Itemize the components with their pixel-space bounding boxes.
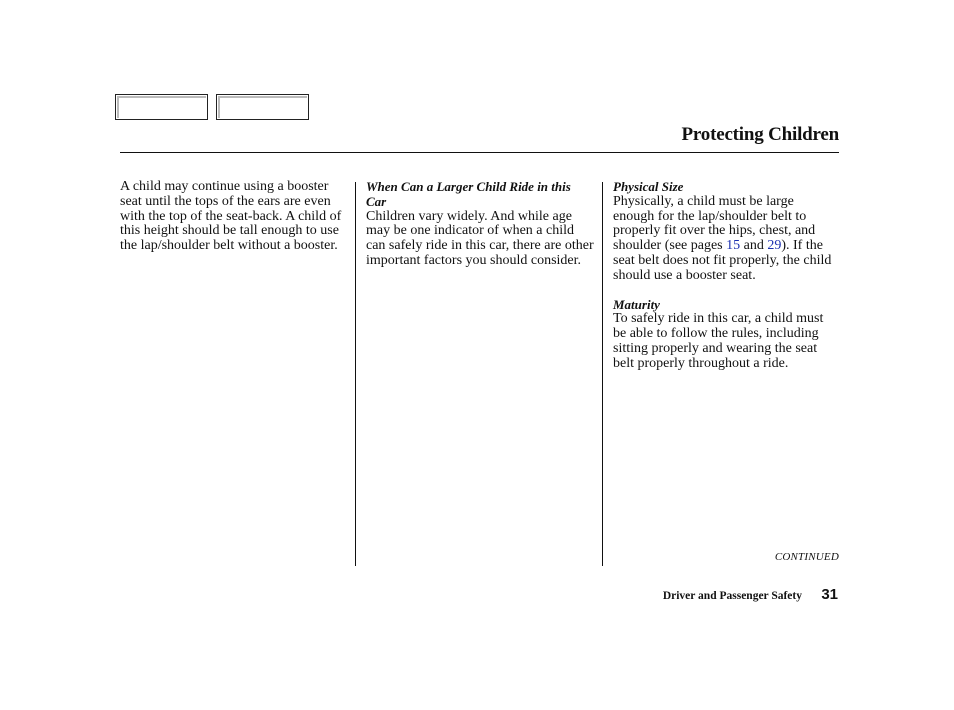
previous-page-button[interactable]: [115, 94, 208, 120]
larger-child-heading: When Can a Larger Child Ride in this Car: [366, 179, 571, 209]
column-3: [613, 180, 837, 372]
page-title: Protecting Children: [681, 124, 839, 145]
maturity-heading: Maturity: [613, 296, 660, 312]
footer-section-title: Driver and Passenger Safety: [662, 590, 802, 602]
column-divider-2: [602, 182, 603, 566]
title-divider: [120, 152, 839, 153]
physical-size-body: [613, 195, 837, 284]
column-1: [120, 180, 348, 254]
column-divider-1: [355, 182, 356, 566]
maturity-body: To safely ride in this car, a child must be able to follow the rules, including sitting properly and wearing the seat belt properly throughout a ride.: [613, 311, 824, 371]
physical-size-text-1: Physically, a child must be large enough for the lap/shoulder belt to properly fit over the hips, chest, and shoulder (see pages: [613, 193, 816, 254]
larger-child-body: Children vary widely. And while age may be one indicator of when a child can safely ride in this car, there are other important factors you should consider.: [366, 208, 594, 268]
column-2: [366, 180, 594, 269]
physical-size-text-2: and: [740, 238, 768, 254]
physical-size-heading: Physical Size: [613, 179, 684, 194]
continued-label: CONTINUED: [774, 551, 839, 563]
physical-size-text-3: ). If the seat belt does not fit properly, the child should use a booster seat.: [613, 238, 832, 283]
page-number: 31: [821, 586, 838, 603]
column-1-body: A child may continue using a booster seat until the tops of the ears are even with the top of the seat-back. A child of this height should be tall enough to use the lap/shoulder belt without a booster.: [120, 179, 342, 254]
page-15-link[interactable]: 15: [726, 238, 741, 254]
next-page-button[interactable]: [216, 94, 309, 120]
page-29-link[interactable]: 29: [767, 238, 782, 254]
